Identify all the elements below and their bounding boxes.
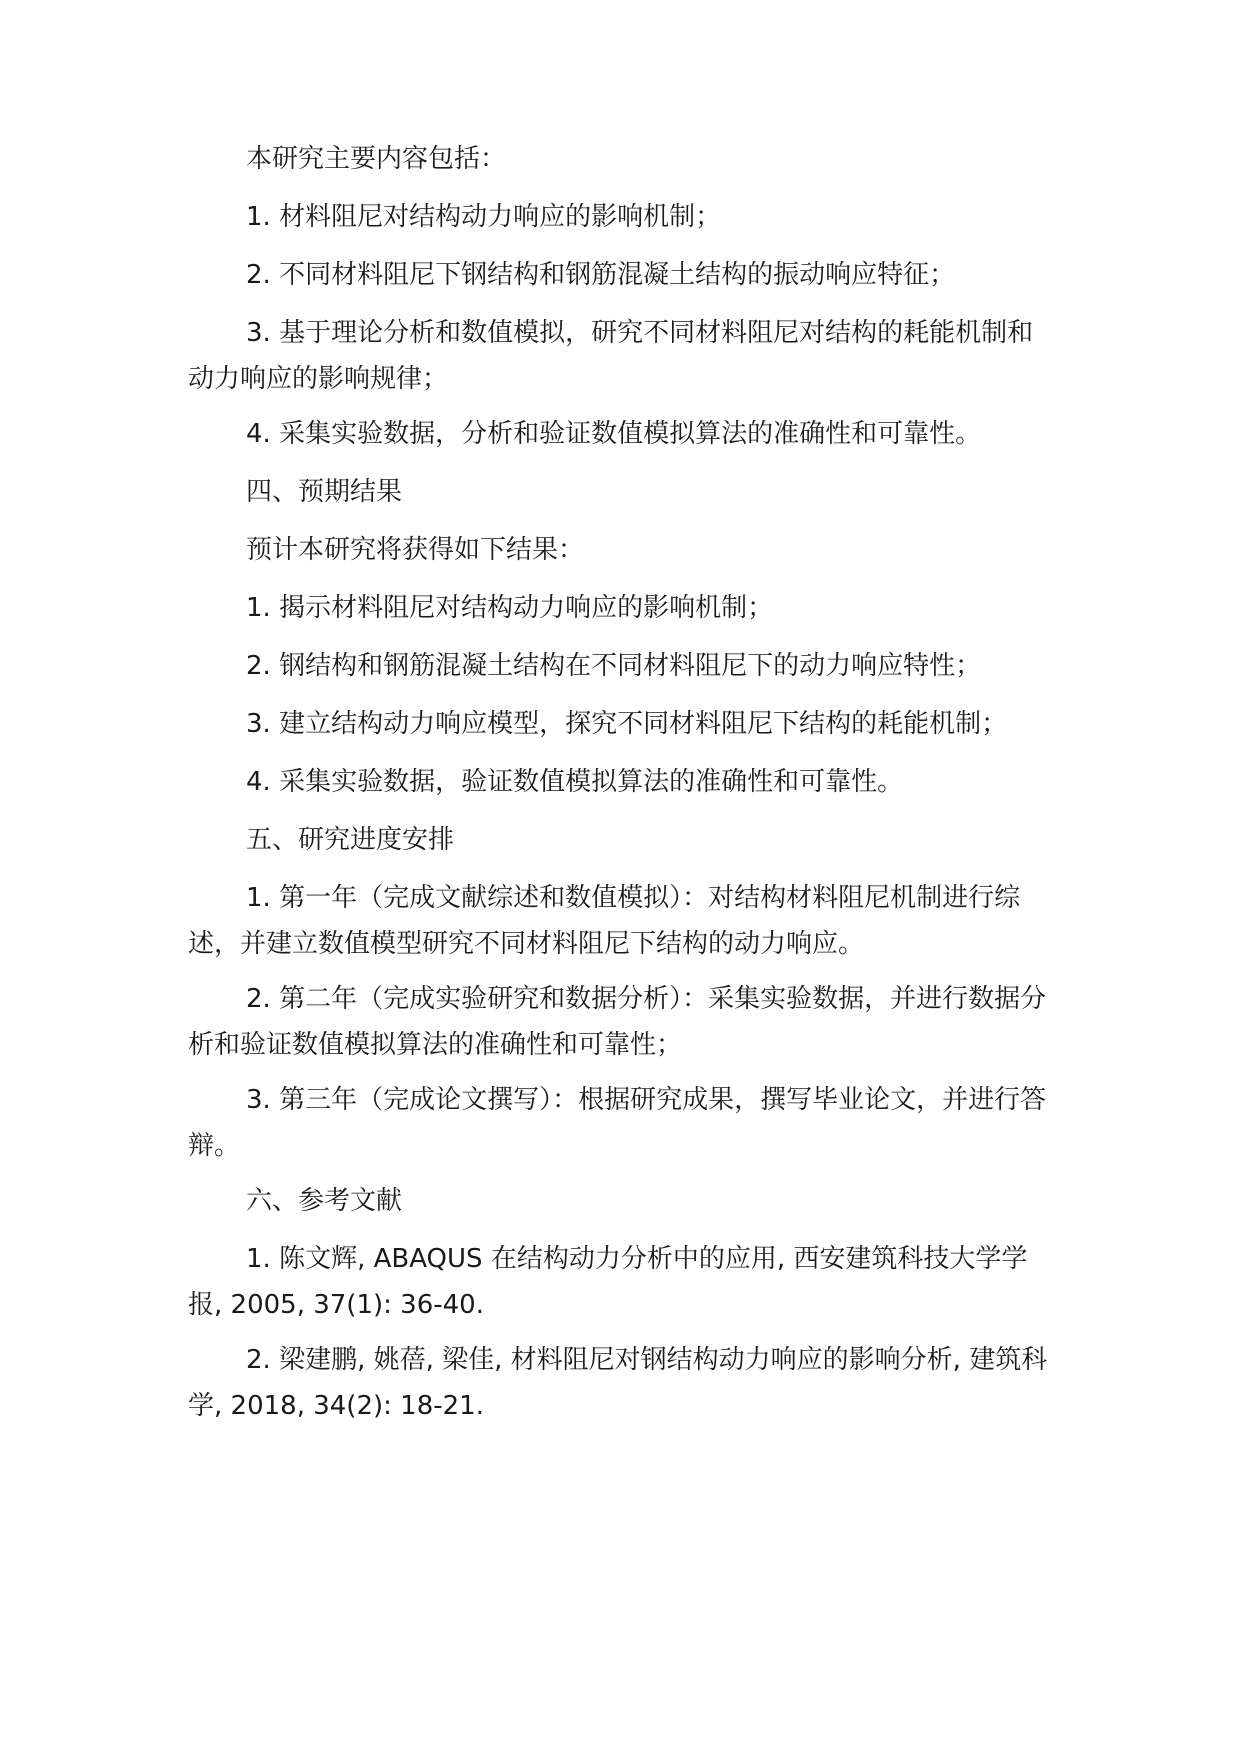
reference-item-2: 2. 梁建鹏, 姚蓓, 梁佳, 材料阻尼对钢结构动力响应的影响分析, 建筑科学, 2018, 34(2): 18-21.: [188, 1345, 1048, 1421]
content-item-1: 1. 材料阻尼对结构动力响应的影响机制；: [246, 202, 722, 232]
schedule-item-2: 2. 第二年（完成实验研究和数据分析）：采集实验数据，并进行数据分析和验证数值模拟算法的准确性和可靠性；: [188, 984, 1047, 1060]
section-heading-expected-results: 四、预期结果: [246, 477, 403, 507]
result-item-2: 2. 钢结构和钢筋混凝土结构在不同材料阻尼下的动力响应特性；: [246, 651, 982, 681]
intro-paragraph: 本研究主要内容包括：: [246, 144, 507, 174]
section-heading-schedule: 五、研究进度安排: [246, 825, 455, 855]
content-item-4: 4. 采集实验数据，分析和验证数值模拟算法的准确性和可靠性。: [246, 419, 982, 449]
result-item-3: 3. 建立结构动力响应模型，探究不同材料阻尼下结构的耗能机制；: [246, 709, 1008, 739]
reference-item-1: 1. 陈文辉, ABAQUS 在结构动力分析中的应用, 西安建筑科技大学学报, 2005, 37(1): 36-40.: [188, 1244, 1028, 1320]
schedule-item-1: 1. 第一年（完成文献综述和数值模拟）：对结构材料阻尼机制进行综述，并建立数值模型研究不同材料阻尼下结构的动力响应。: [188, 883, 1021, 959]
expected-results-intro: 预计本研究将获得如下结果：: [246, 535, 585, 565]
content-item-3: 3. 基于理论分析和数值模拟，研究不同材料阻尼对结构的耗能机制和动力响应的影响规律；: [188, 318, 1034, 394]
result-item-4: 4. 采集实验数据，验证数值模拟算法的准确性和可靠性。: [246, 767, 904, 797]
schedule-item-3: 3. 第三年（完成论文撰写）：根据研究成果，撰写毕业论文，并进行答辩。: [188, 1085, 1047, 1161]
content-item-2: 2. 不同材料阻尼下钢结构和钢筋混凝土结构的振动响应特征；: [246, 260, 956, 290]
result-item-1: 1. 揭示材料阻尼对结构动力响应的影响机制；: [246, 593, 774, 623]
section-heading-references: 六、参考文献: [246, 1186, 403, 1216]
